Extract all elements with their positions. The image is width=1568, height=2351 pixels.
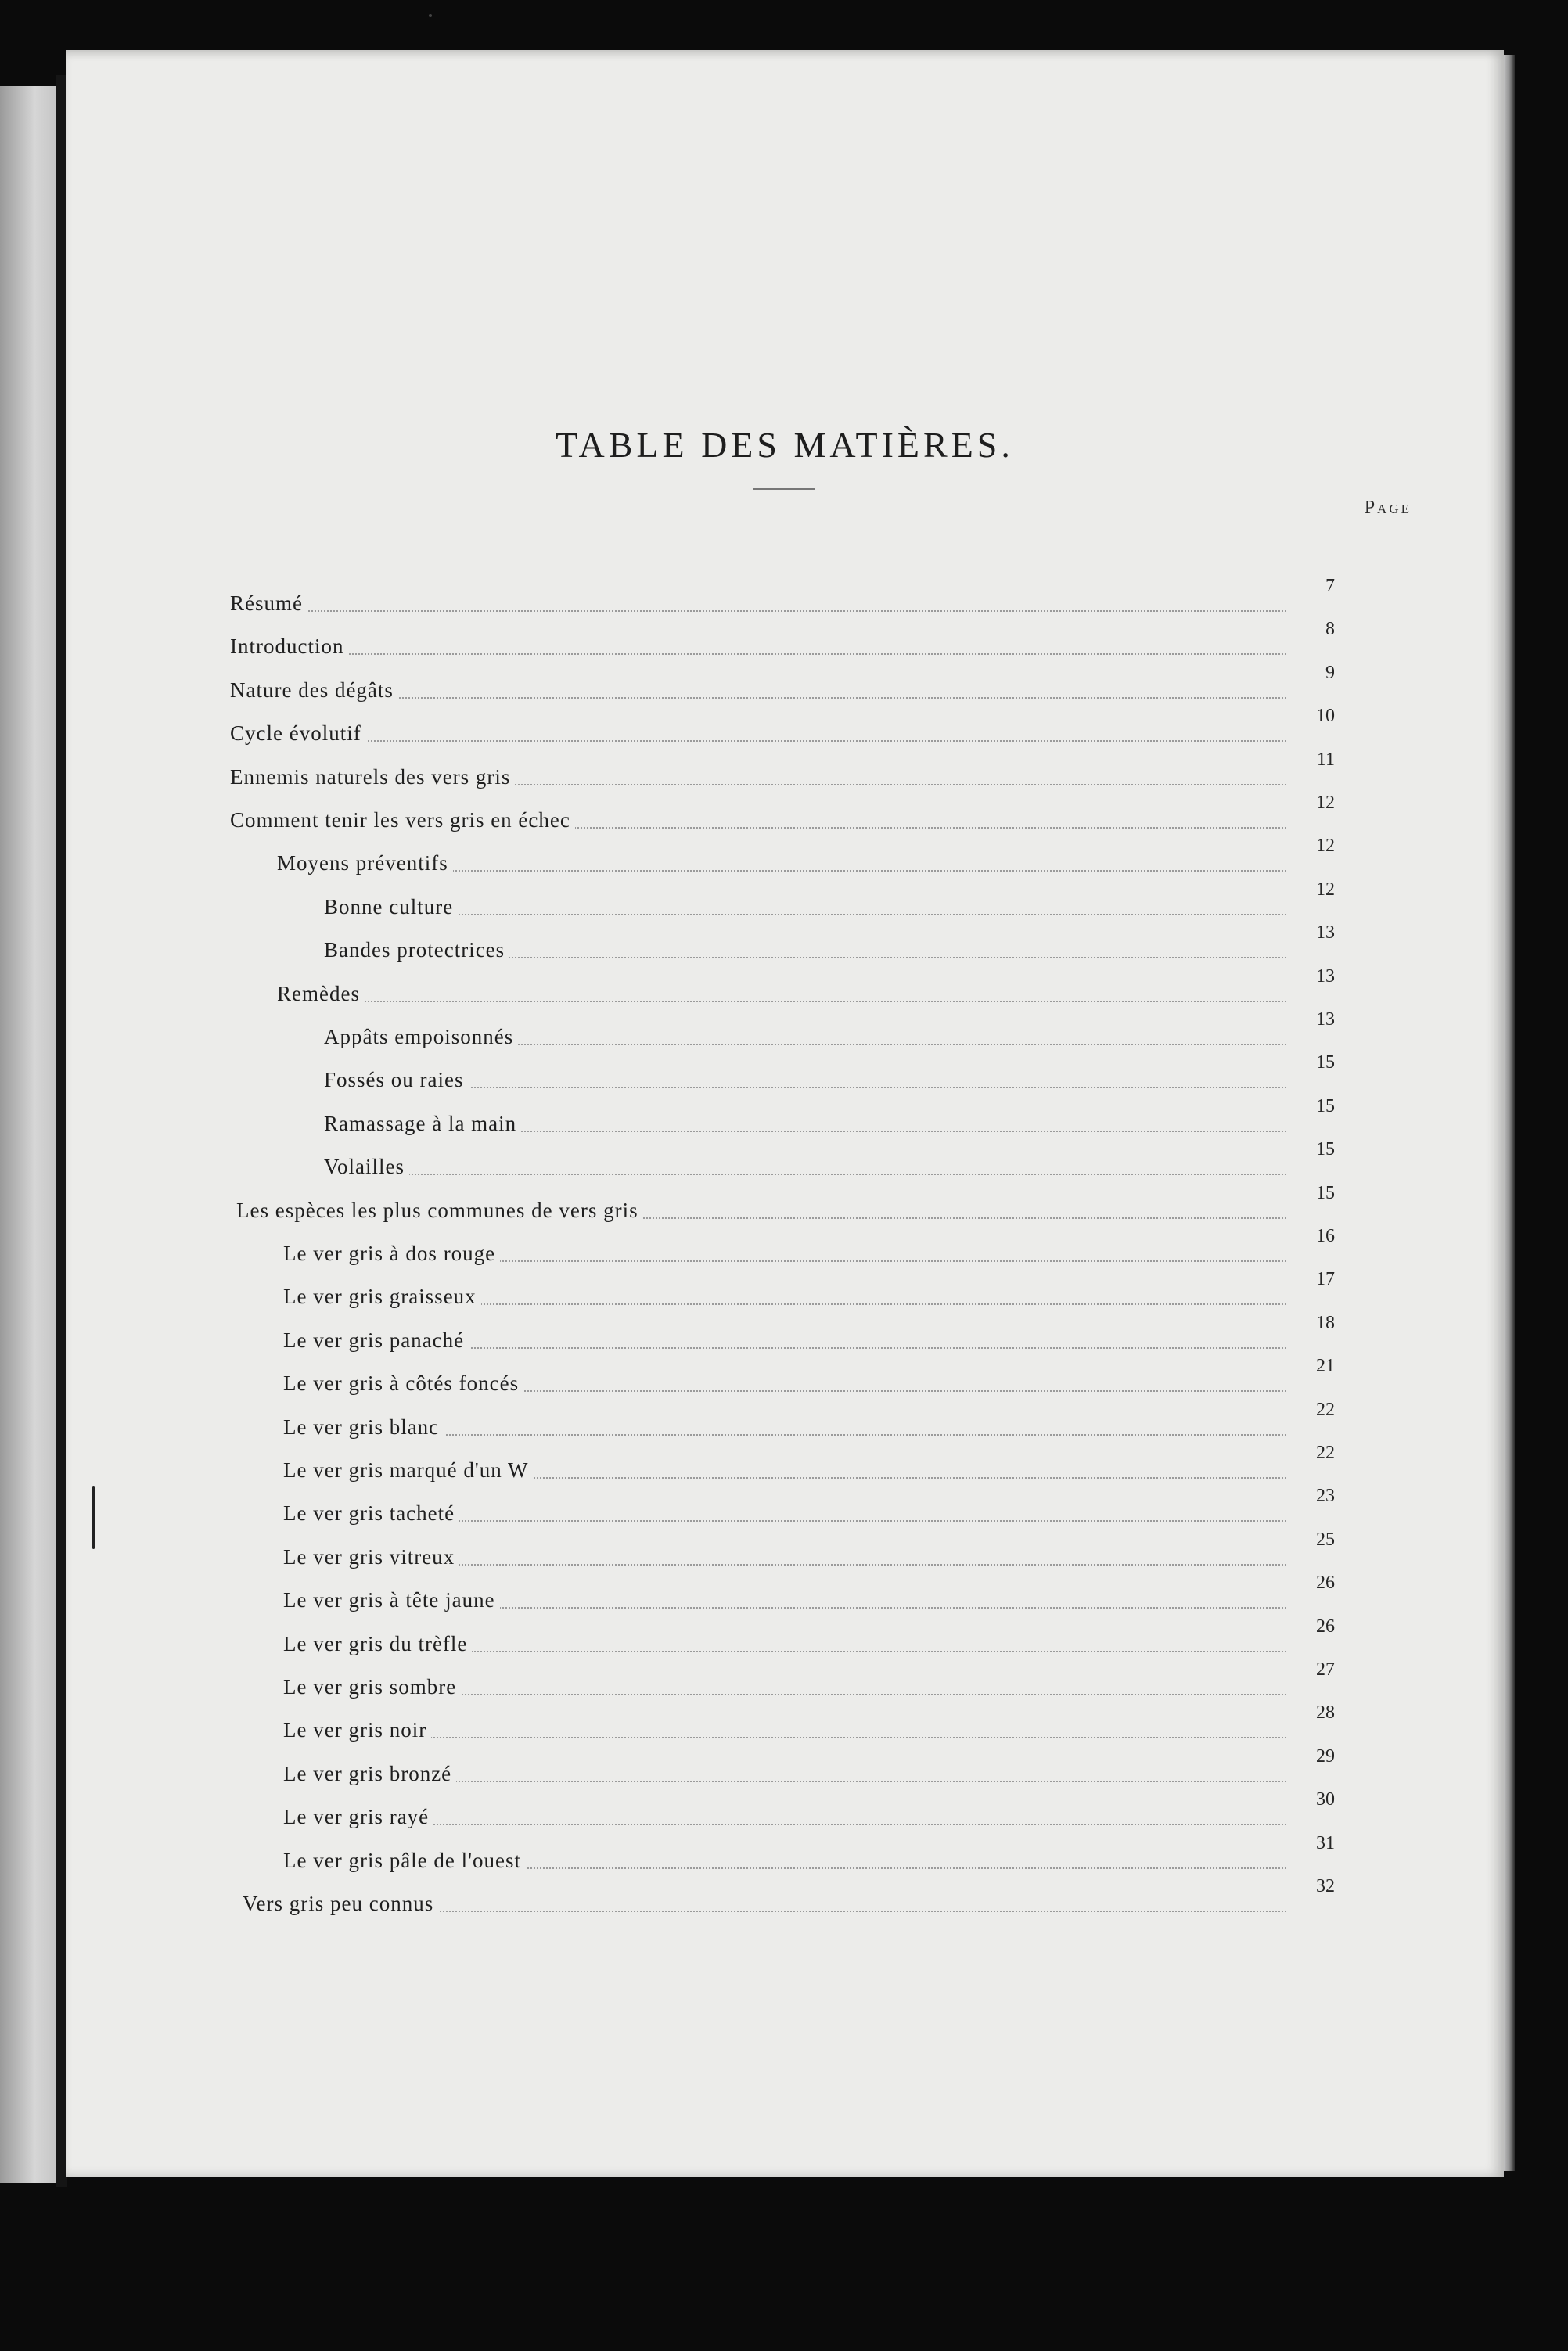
toc-entry-title: Le ver gris bronzé <box>283 1760 456 1787</box>
toc-entry-page-number: 25 <box>1316 1530 1335 1550</box>
toc-entry-page-number: 13 <box>1316 1009 1335 1030</box>
toc-entry-title: Bonne culture <box>324 893 458 920</box>
toc-entry-title: Le ver gris panaché <box>283 1327 469 1353</box>
toc-entry-title: Remèdes <box>277 980 365 1007</box>
toc-entry <box>283 1659 1335 1708</box>
toc-entry-title: Volailles <box>324 1153 409 1180</box>
toc-entry-title: Appâts empoisonnés <box>324 1023 518 1050</box>
toc-entry-page-number: 15 <box>1316 1052 1335 1073</box>
toc-entry <box>277 836 1335 884</box>
toc-entry-title: Le ver gris graisseux <box>283 1283 481 1310</box>
toc-entry-page-number: 18 <box>1316 1313 1335 1333</box>
toc-entry <box>283 1746 1335 1795</box>
toc-entry <box>324 1009 1335 1058</box>
toc-entry-page-number: 12 <box>1316 879 1335 900</box>
toc-entry-title: Cycle évolutif <box>230 720 366 746</box>
page-column-header: Page <box>1364 498 1412 518</box>
toc-entry-page-number: 13 <box>1316 922 1335 943</box>
toc-entry-title: Ramassage à la main <box>324 1110 521 1137</box>
toc-entry-page-number: 11 <box>1316 750 1335 770</box>
toc-entry <box>283 1400 1335 1448</box>
toc-entry-page-number: 17 <box>1316 1269 1335 1289</box>
toc-entry-title: Résumé <box>230 590 307 617</box>
toc-entry-title: Ennemis naturels des vers gris <box>230 764 515 790</box>
toc-entry-title: Le ver gris à tête jaune <box>283 1587 500 1613</box>
toc-entry-page-number: 21 <box>1316 1356 1335 1376</box>
toc-entry <box>283 1443 1335 1491</box>
toc-entry <box>324 1096 1335 1145</box>
toc-entry-page-number: 22 <box>1316 1400 1335 1420</box>
toc-dot-leader <box>230 653 1286 655</box>
toc-entry-page-number: 8 <box>1325 619 1335 639</box>
toc-entry-page-number: 29 <box>1316 1746 1335 1767</box>
toc-dot-leader <box>324 1174 1286 1175</box>
toc-dot-leader <box>230 740 1286 742</box>
right-page-edge <box>1502 55 1515 2171</box>
toc-entry <box>324 879 1335 928</box>
toc-entry <box>283 1269 1335 1317</box>
toc-entry-title: Le ver gris à dos rouge <box>283 1240 500 1267</box>
toc-entry <box>230 793 1335 841</box>
toc-entry-page-number: 13 <box>1316 966 1335 987</box>
toc-entry-page-number: 23 <box>1316 1486 1335 1506</box>
toc-list <box>66 50 1504 2177</box>
toc-entry <box>283 1226 1335 1274</box>
toc-entry-page-number: 9 <box>1325 663 1335 683</box>
toc-entry-title: Le ver gris du trèfle <box>283 1630 472 1657</box>
toc-entry-page-number: 16 <box>1316 1226 1335 1246</box>
toc-entry-page-number: 15 <box>1316 1183 1335 1203</box>
table-of-contents-page <box>66 50 1504 2177</box>
toc-entry-page-number: 15 <box>1316 1096 1335 1116</box>
toc-entry <box>283 1530 1335 1578</box>
toc-entry-page-number: 31 <box>1316 1833 1335 1853</box>
toc-entry <box>283 1616 1335 1665</box>
toc-dot-leader <box>277 1001 1286 1002</box>
toc-entry-title: Le ver gris pâle de l'ouest <box>283 1847 526 1874</box>
toc-entry <box>283 1789 1335 1838</box>
toc-entry <box>277 966 1335 1015</box>
toc-dot-leader <box>230 610 1286 612</box>
toc-entry <box>283 1356 1335 1404</box>
toc-entry <box>324 1139 1335 1188</box>
toc-entry-title: Le ver gris à côtés foncés <box>283 1370 523 1397</box>
page-title: TABLE DES MATIÈRES. <box>556 425 1014 465</box>
toc-entry-page-number: 26 <box>1316 1573 1335 1593</box>
toc-dot-leader <box>324 914 1286 915</box>
toc-entry <box>283 1833 1335 1882</box>
toc-entry-page-number: 7 <box>1325 576 1335 596</box>
toc-entry <box>283 1313 1335 1361</box>
toc-entry-title: Le ver gris noir <box>283 1717 431 1743</box>
toc-entry-title: Le ver gris marqué d'un W <box>283 1457 534 1483</box>
toc-entry <box>283 1702 1335 1751</box>
toc-entry <box>324 1052 1335 1101</box>
toc-entry-page-number: 28 <box>1316 1702 1335 1723</box>
scan-speck <box>429 14 432 17</box>
scan-mark <box>92 1486 95 1549</box>
toc-entry-page-number: 30 <box>1316 1789 1335 1810</box>
toc-entry <box>230 663 1335 711</box>
toc-dot-leader <box>283 1737 1286 1738</box>
toc-entry-title: Le ver gris vitreux <box>283 1544 459 1570</box>
toc-entry-title: Introduction <box>230 633 348 660</box>
toc-entry <box>283 1486 1335 1534</box>
toc-entry-title: Comment tenir les vers gris en échec <box>230 807 575 833</box>
left-page-edge <box>0 86 58 2183</box>
toc-entry-page-number: 10 <box>1316 706 1335 726</box>
toc-entry <box>324 922 1335 971</box>
toc-entry-title: Le ver gris tacheté <box>283 1500 459 1526</box>
toc-entry-title: Vers gris peu connus <box>243 1890 438 1917</box>
toc-entry <box>230 619 1335 667</box>
toc-entry-page-number: 32 <box>1316 1876 1335 1896</box>
toc-entry-page-number: 15 <box>1316 1139 1335 1159</box>
toc-dot-leader <box>324 1087 1286 1088</box>
toc-dot-leader <box>283 1824 1286 1825</box>
toc-entry-page-number: 26 <box>1316 1616 1335 1637</box>
toc-entry-title: Moyens préventifs <box>277 850 453 876</box>
toc-entry <box>283 1573 1335 1621</box>
toc-entry-page-number: 22 <box>1316 1443 1335 1463</box>
toc-entry-page-number: 12 <box>1316 793 1335 813</box>
toc-entry-title: Le ver gris sombre <box>283 1673 461 1700</box>
toc-entry-page-number: 12 <box>1316 836 1335 856</box>
toc-entry-title: Le ver gris rayé <box>283 1803 433 1830</box>
toc-entry-title: Le ver gris blanc <box>283 1414 444 1440</box>
toc-entry-page-number: 27 <box>1316 1659 1335 1680</box>
toc-entry-title: Nature des dégâts <box>230 677 398 703</box>
toc-entry-title: Fossés ou raies <box>324 1066 469 1093</box>
toc-entry-title: Les espèces les plus communes de vers gris <box>236 1197 643 1224</box>
toc-entry <box>230 750 1335 798</box>
toc-entry <box>230 706 1335 754</box>
toc-entry-title: Bandes protectrices <box>324 936 509 963</box>
toc-entry <box>236 1183 1335 1231</box>
toc-entry <box>230 576 1335 624</box>
toc-entry <box>243 1876 1335 1925</box>
